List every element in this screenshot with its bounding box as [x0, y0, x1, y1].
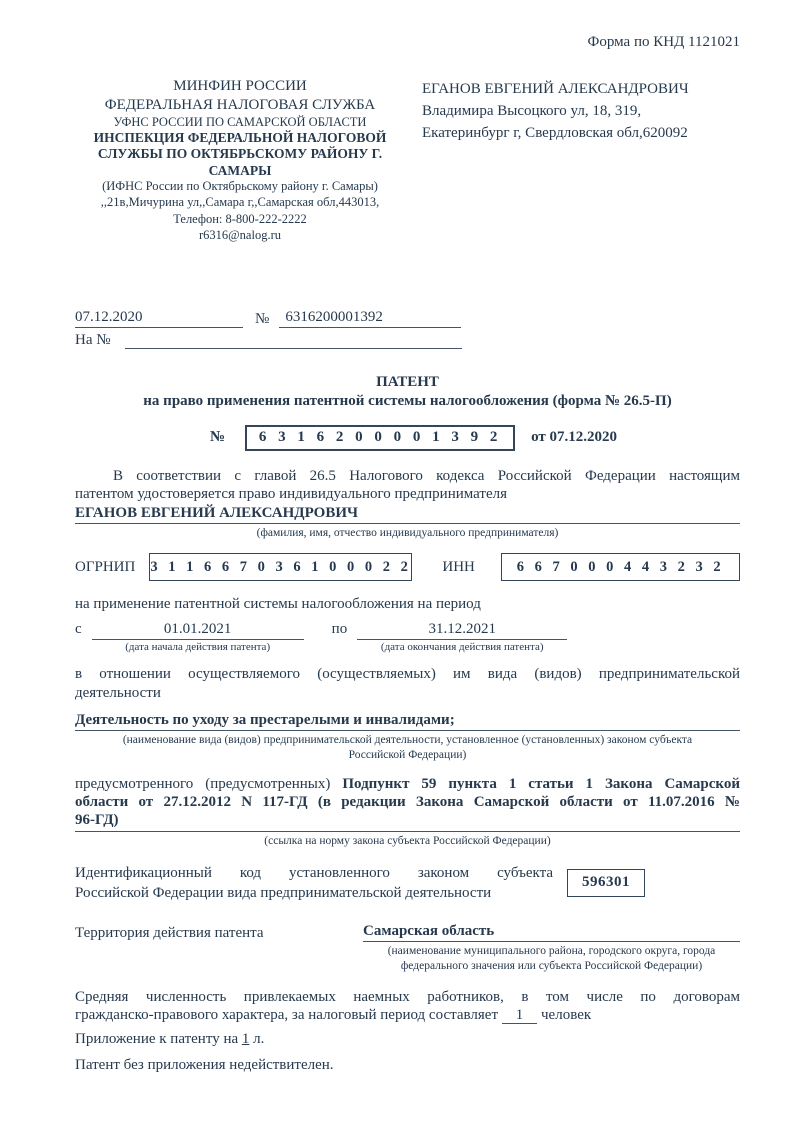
period-from-field: [92, 621, 304, 653]
period-row: [75, 621, 740, 653]
identification-code-line-2: Российской Федерации вида предпринимательской деятельности: [75, 884, 492, 901]
activity-name: Деятельность по уходу за престарелыми и инвалидами;: [75, 712, 740, 731]
recipient-address-line1: Владимира Высоцкого ул, 18, 319,: [422, 102, 642, 119]
document-date: 07.12.2020: [75, 309, 243, 328]
reference-row-outgoing: [75, 309, 740, 328]
form-code: Форма по КНД 1121021: [587, 34, 740, 50]
issuer-line-ufns: УФНС РОССИИ ПО САМАРСКОЙ ОБЛАСТИ: [113, 114, 367, 129]
issuer-line-inspection-2: СЛУЖБЫ ПО ОКТЯБРЬСКОМУ РАЙОНУ Г. САМАРЫ: [97, 146, 383, 178]
attachment-suffix: л.: [253, 1030, 265, 1047]
intro-line-1: В соответствии с главой 26.5 Налогового кодекса Российской Федерации настоящим: [113, 467, 740, 484]
registration-codes-row: [75, 553, 740, 581]
period-intro: на применение патентной системы налогообложения на период: [75, 596, 481, 613]
reference-block: [75, 309, 740, 349]
issuer-line-ministry: МИНФИН РОССИИ: [173, 78, 307, 94]
na-number-label: На №: [75, 332, 111, 349]
title-block: [75, 373, 740, 411]
intro-line-2: патентом удостоверяется право индивидуального предпринимателя: [75, 485, 508, 502]
issuer-line-short-name: (ИФНС России по Октябрьскому району г. Самары): [102, 178, 378, 193]
law-line-1: [75, 775, 740, 793]
law-bold-part-1: Подпункт 59 пункта 1 статьи 1 Закона Самарской: [342, 775, 740, 792]
number-sign-label: №: [255, 311, 270, 328]
law-prefix: предусмотренного (предусмотренных): [75, 775, 331, 792]
recipient-name: ЕГАНОВ ЕВГЕНИЙ АЛЕКСАНДРОВИЧ: [422, 81, 689, 97]
workers-line-2-suffix: человек: [541, 1007, 592, 1024]
issuer-block: [75, 77, 405, 243]
inn-label: ИНН: [442, 558, 475, 575]
patent-number-label: №: [210, 429, 226, 446]
activity-intro-line-2: деятельности: [75, 684, 161, 701]
workers-paragraph: [75, 988, 740, 1025]
activity-intro-line-1: в отношении осуществляемого (осуществляемых) им вида (видов) предпринимательской: [75, 666, 740, 683]
patent-title: ПАТЕНТ: [376, 374, 439, 391]
inn-digits: 6 6 7 0 0 0 4 4 3 2 3 2: [516, 558, 725, 575]
identification-code-box: 596301: [567, 869, 645, 897]
law-caption: (ссылка на норму закона субъекта Российской Федерации): [264, 834, 551, 847]
activity-caption-line-1: (наименование вида (видов) предпринимательской деятельности, установленное (установленных) законом субъекта: [122, 733, 693, 746]
validity-note: Патент без приложения недействителен.: [75, 1057, 334, 1074]
period-to-label: по: [331, 621, 348, 638]
entrepreneur-name: ЕГАНОВ ЕВГЕНИЙ АЛЕКСАНДРОВИЧ: [75, 505, 740, 524]
law-line-2: области от 27.12.2012 N 117-ГД (в редакции Закона Самарской области от 11.07.2016 №: [75, 794, 740, 811]
territory-value: Самарская область: [363, 923, 740, 942]
attachment-line: [75, 1029, 740, 1051]
identification-code-text: [75, 863, 553, 904]
ogrnip-box: [149, 553, 412, 581]
territory-row: [75, 923, 740, 942]
attachment-prefix: Приложение к патенту на: [75, 1030, 239, 1047]
patent-number-box: [245, 425, 515, 451]
period-to-field: [357, 621, 567, 653]
patent-issue-date: от 07.12.2020: [531, 429, 617, 446]
identification-code-row: [75, 863, 740, 904]
reference-row-incoming: [75, 332, 740, 349]
period-from-value: 01.01.2021: [92, 621, 304, 640]
activity-caption-line-2: Российской Федерации): [348, 748, 467, 761]
patent-subtitle: на право применения патентной системы налогообложения (форма № 26.5-П): [143, 392, 672, 409]
territory-caption-line-2: федерального значения или субъекта Российской Федерации): [400, 960, 703, 973]
workers-count: 1: [502, 1007, 538, 1024]
activity-caption: [75, 733, 740, 763]
issuer-phone: Телефон: 8-800-222-2222: [173, 211, 307, 226]
inn-box: [501, 553, 740, 581]
identification-code-line-1: Идентификационный код установленного законом субъекта: [75, 864, 553, 881]
recipient-address-line2: Екатеринбург г, Свердловская обл,620092: [422, 124, 688, 141]
activity-intro: [75, 665, 740, 702]
patent-number-digits: 6 3 1 6 2 0 0 0 0 1 3 9 2: [258, 429, 502, 446]
territory-label: Территория действия патента: [75, 925, 264, 942]
intro-paragraph: [75, 467, 740, 504]
issuer-email: r6316@nalog.ru: [199, 227, 281, 242]
ogrnip-digits: 3 1 1 6 6 7 0 3 6 1 0 0 0 2 2: [150, 558, 412, 575]
law-line-3: 96-ГД): [75, 812, 119, 829]
law-reference-block: [75, 775, 740, 832]
issuer-address: ,,21в,Мичурина ул,,Самара г,,Самарская обл,443013,: [100, 195, 380, 210]
period-to-caption: (дата окончания действия патента): [380, 641, 544, 654]
na-number-blank-line: [125, 332, 462, 349]
document-header: [75, 77, 740, 243]
ogrnip-label: ОГРНИП: [75, 558, 136, 575]
issuer-line-inspection-1: ИНСПЕКЦИЯ ФЕДЕРАЛЬНОЙ НАЛОГОВОЙ: [93, 130, 387, 146]
recipient-block: [422, 77, 740, 243]
workers-line-2: [75, 1006, 740, 1024]
workers-line-2-prefix: гражданско-правового характера, за налоговый период составляет: [75, 1007, 499, 1024]
document-number: 6316200001392: [279, 309, 461, 328]
attachment-pages: 1: [241, 1030, 250, 1047]
territory-caption-line-1: (наименование муниципального района, городского округа, города: [387, 945, 716, 958]
workers-line-1: Средняя численность привлекаемых наемных работников, в том числе по договорам: [75, 989, 740, 1006]
period-from-caption: (дата начала действия патента): [125, 641, 271, 654]
issuer-line-fns: ФЕДЕРАЛЬНАЯ НАЛОГОВАЯ СЛУЖБА: [104, 96, 376, 113]
period-from-label: с: [75, 621, 82, 638]
patent-number-row: [210, 425, 740, 451]
period-to-value: 31.12.2021: [357, 621, 567, 640]
entrepreneur-name-caption: (фамилия, имя, отчество индивидуального предпринимателя): [256, 527, 559, 540]
territory-caption: [363, 944, 740, 974]
